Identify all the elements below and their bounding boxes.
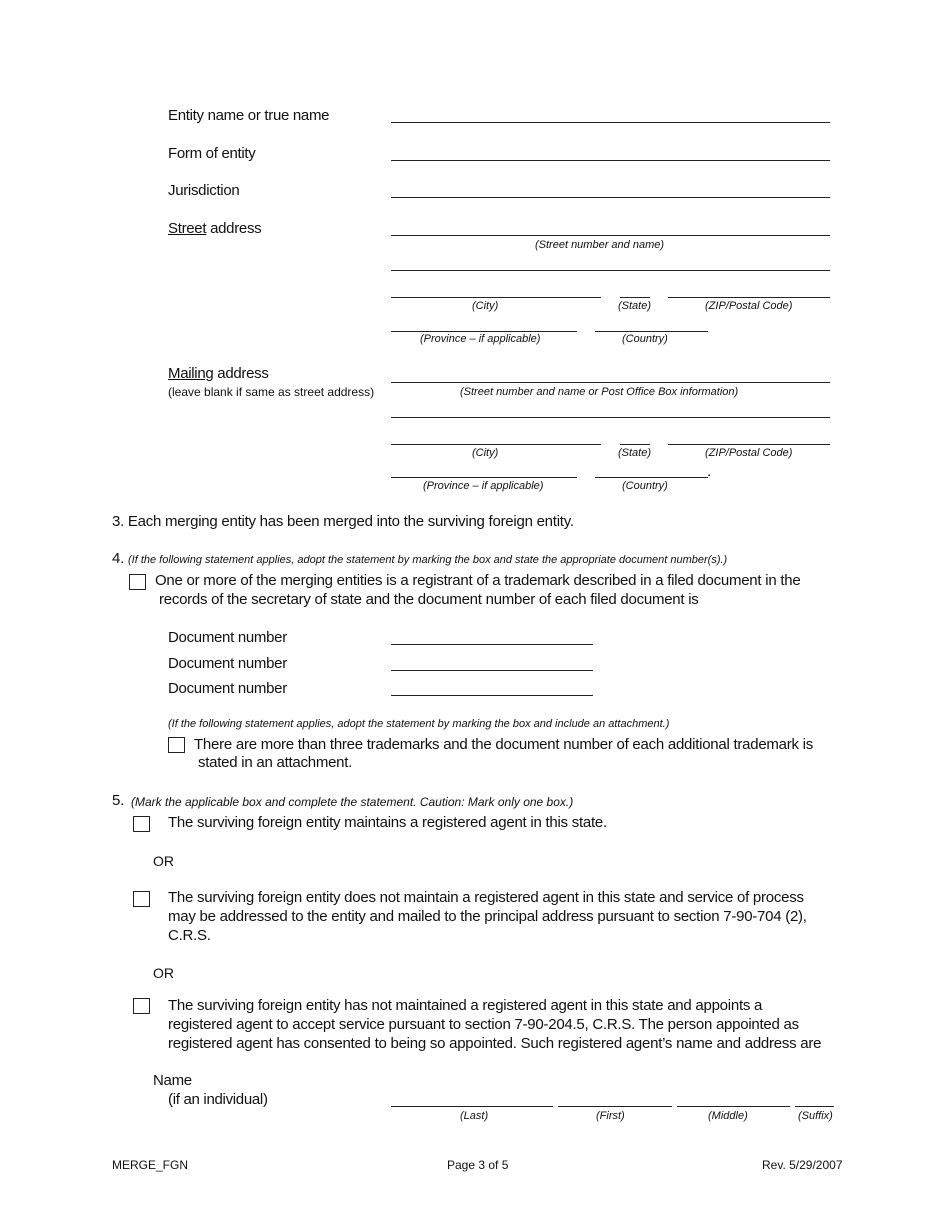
mailing-caption: (Street number and name or Post Office Box information) bbox=[460, 386, 739, 398]
option-2-line-1: The surviving foreign entity does not maintain a registered agent in this state and service of process bbox=[168, 889, 804, 906]
street-state-blank[interactable] bbox=[620, 297, 650, 298]
item-4-attachment-line-2: stated in an attachment. bbox=[198, 754, 353, 771]
street-country-caption: (Country) bbox=[622, 333, 668, 345]
street-zip-blank[interactable] bbox=[668, 297, 830, 298]
option-1-checkbox[interactable] bbox=[133, 816, 150, 832]
mailing-country-blank[interactable] bbox=[595, 477, 708, 478]
street-city-caption: (City) bbox=[472, 300, 499, 312]
option-3-line-1: The surviving foreign entity has not maintained a registered agent in this state and appoints a bbox=[168, 997, 763, 1014]
mailing-zip-blank[interactable] bbox=[668, 444, 830, 445]
street-address-label: Street address bbox=[168, 220, 262, 237]
footer-form-code: MERGE_FGN bbox=[112, 1158, 189, 1172]
form-of-entity-blank[interactable] bbox=[391, 160, 830, 161]
document-number-label-1: Document number bbox=[168, 629, 287, 646]
document-number-blank-1[interactable] bbox=[391, 644, 593, 645]
street-city-blank[interactable] bbox=[391, 297, 601, 298]
mailing-state-caption: (State) bbox=[618, 447, 652, 459]
document-number-label-2: Document number bbox=[168, 655, 287, 672]
mailing-province-caption: (Province – if applicable) bbox=[423, 480, 544, 492]
agent-suffix-caption: (Suffix) bbox=[798, 1110, 833, 1122]
agent-first-name-blank[interactable] bbox=[558, 1106, 672, 1107]
mailing-line-1-blank[interactable] bbox=[391, 382, 830, 383]
agent-last-caption: (Last) bbox=[460, 1110, 489, 1122]
mailing-period: . bbox=[707, 463, 712, 480]
agent-name-sub-label: (if an individual) bbox=[168, 1091, 268, 1108]
option-2-line-2: may be addressed to the entity and mailed to the principal address pursuant to section 7-90-704 (2), bbox=[168, 908, 807, 925]
agent-name-label: Name bbox=[153, 1072, 192, 1089]
agent-first-caption: (First) bbox=[596, 1110, 625, 1122]
agent-suffix-blank[interactable] bbox=[795, 1106, 834, 1107]
option-1-text: The surviving foreign entity maintains a registered agent in this state. bbox=[168, 814, 607, 831]
jurisdiction-label: Jurisdiction bbox=[168, 182, 240, 199]
mailing-line-2-blank[interactable] bbox=[391, 417, 830, 418]
entity-name-label: Entity name or true name bbox=[168, 107, 330, 124]
item-4-instruction: (If the following statement applies, adopt the statement by marking the box and state the appropriate document number(s).) bbox=[128, 554, 728, 566]
item-4-number: 4. bbox=[112, 550, 125, 567]
street-zip-caption: (ZIP/Postal Code) bbox=[705, 300, 793, 312]
item-4-statement-line-2: records of the secretary of state and the document number of each filed document is bbox=[159, 591, 699, 608]
item-4-attachment-line-1: There are more than three trademarks and the document number of each additional trademark is bbox=[194, 736, 814, 753]
footer-page-number: Page 3 of 5 bbox=[447, 1158, 509, 1172]
agent-middle-caption: (Middle) bbox=[708, 1110, 748, 1122]
street-province-caption: (Province – if applicable) bbox=[420, 333, 541, 345]
mailing-address-label: Mailing address bbox=[168, 365, 269, 382]
item-4-statement-line-1: One or more of the merging entities is a registrant of a trademark described in a filed document in the bbox=[155, 572, 801, 589]
street-line-2-blank[interactable] bbox=[391, 270, 830, 271]
street-line-1-blank[interactable] bbox=[391, 235, 830, 236]
item-5-number: 5. bbox=[112, 792, 125, 809]
agent-middle-name-blank[interactable] bbox=[677, 1106, 790, 1107]
jurisdiction-blank[interactable] bbox=[391, 197, 830, 198]
form-of-entity-label: Form of entity bbox=[168, 145, 256, 162]
mailing-state-blank[interactable] bbox=[620, 444, 650, 445]
item-4-trademark-checkbox[interactable] bbox=[129, 574, 146, 590]
mailing-zip-caption: (ZIP/Postal Code) bbox=[705, 447, 793, 459]
option-3-checkbox[interactable] bbox=[133, 998, 150, 1014]
mailing-city-blank[interactable] bbox=[391, 444, 601, 445]
street-caption: (Street number and name) bbox=[535, 239, 665, 251]
item-4-attachment-instruction: (If the following statement applies, adopt the statement by marking the box and include an attachment.) bbox=[168, 718, 670, 730]
option-2-line-3: C.R.S. bbox=[168, 927, 211, 944]
option-3-line-3: registered agent has consented to being so appointed. Such registered agent’s name and address are bbox=[168, 1035, 822, 1052]
street-country-blank[interactable] bbox=[595, 331, 708, 332]
document-number-blank-3[interactable] bbox=[391, 695, 593, 696]
mailing-city-caption: (City) bbox=[472, 447, 499, 459]
item-4-attachment-checkbox[interactable] bbox=[168, 737, 185, 753]
mailing-province-blank[interactable] bbox=[391, 477, 577, 478]
option-3-line-2: registered agent to accept service pursuant to section 7-90-204.5, C.R.S. The person appointed as bbox=[168, 1016, 799, 1033]
agent-last-name-blank[interactable] bbox=[391, 1106, 553, 1107]
item-3-statement: 3. Each merging entity has been merged into the surviving foreign entity. bbox=[112, 513, 574, 530]
mailing-note: (leave blank if same as street address) bbox=[168, 385, 375, 399]
document-number-blank-2[interactable] bbox=[391, 670, 593, 671]
or-separator-2: OR bbox=[153, 965, 174, 981]
document-number-label-3: Document number bbox=[168, 680, 287, 697]
mailing-country-caption: (Country) bbox=[622, 480, 668, 492]
footer-revision: Rev. 5/29/2007 bbox=[762, 1158, 843, 1172]
street-state-caption: (State) bbox=[618, 300, 652, 312]
item-5-instruction: (Mark the applicable box and complete the statement. Caution: Mark only one box.) bbox=[131, 795, 574, 809]
or-separator-1: OR bbox=[153, 853, 174, 869]
entity-name-blank[interactable] bbox=[391, 122, 830, 123]
street-province-blank[interactable] bbox=[391, 331, 577, 332]
option-2-checkbox[interactable] bbox=[133, 891, 150, 907]
